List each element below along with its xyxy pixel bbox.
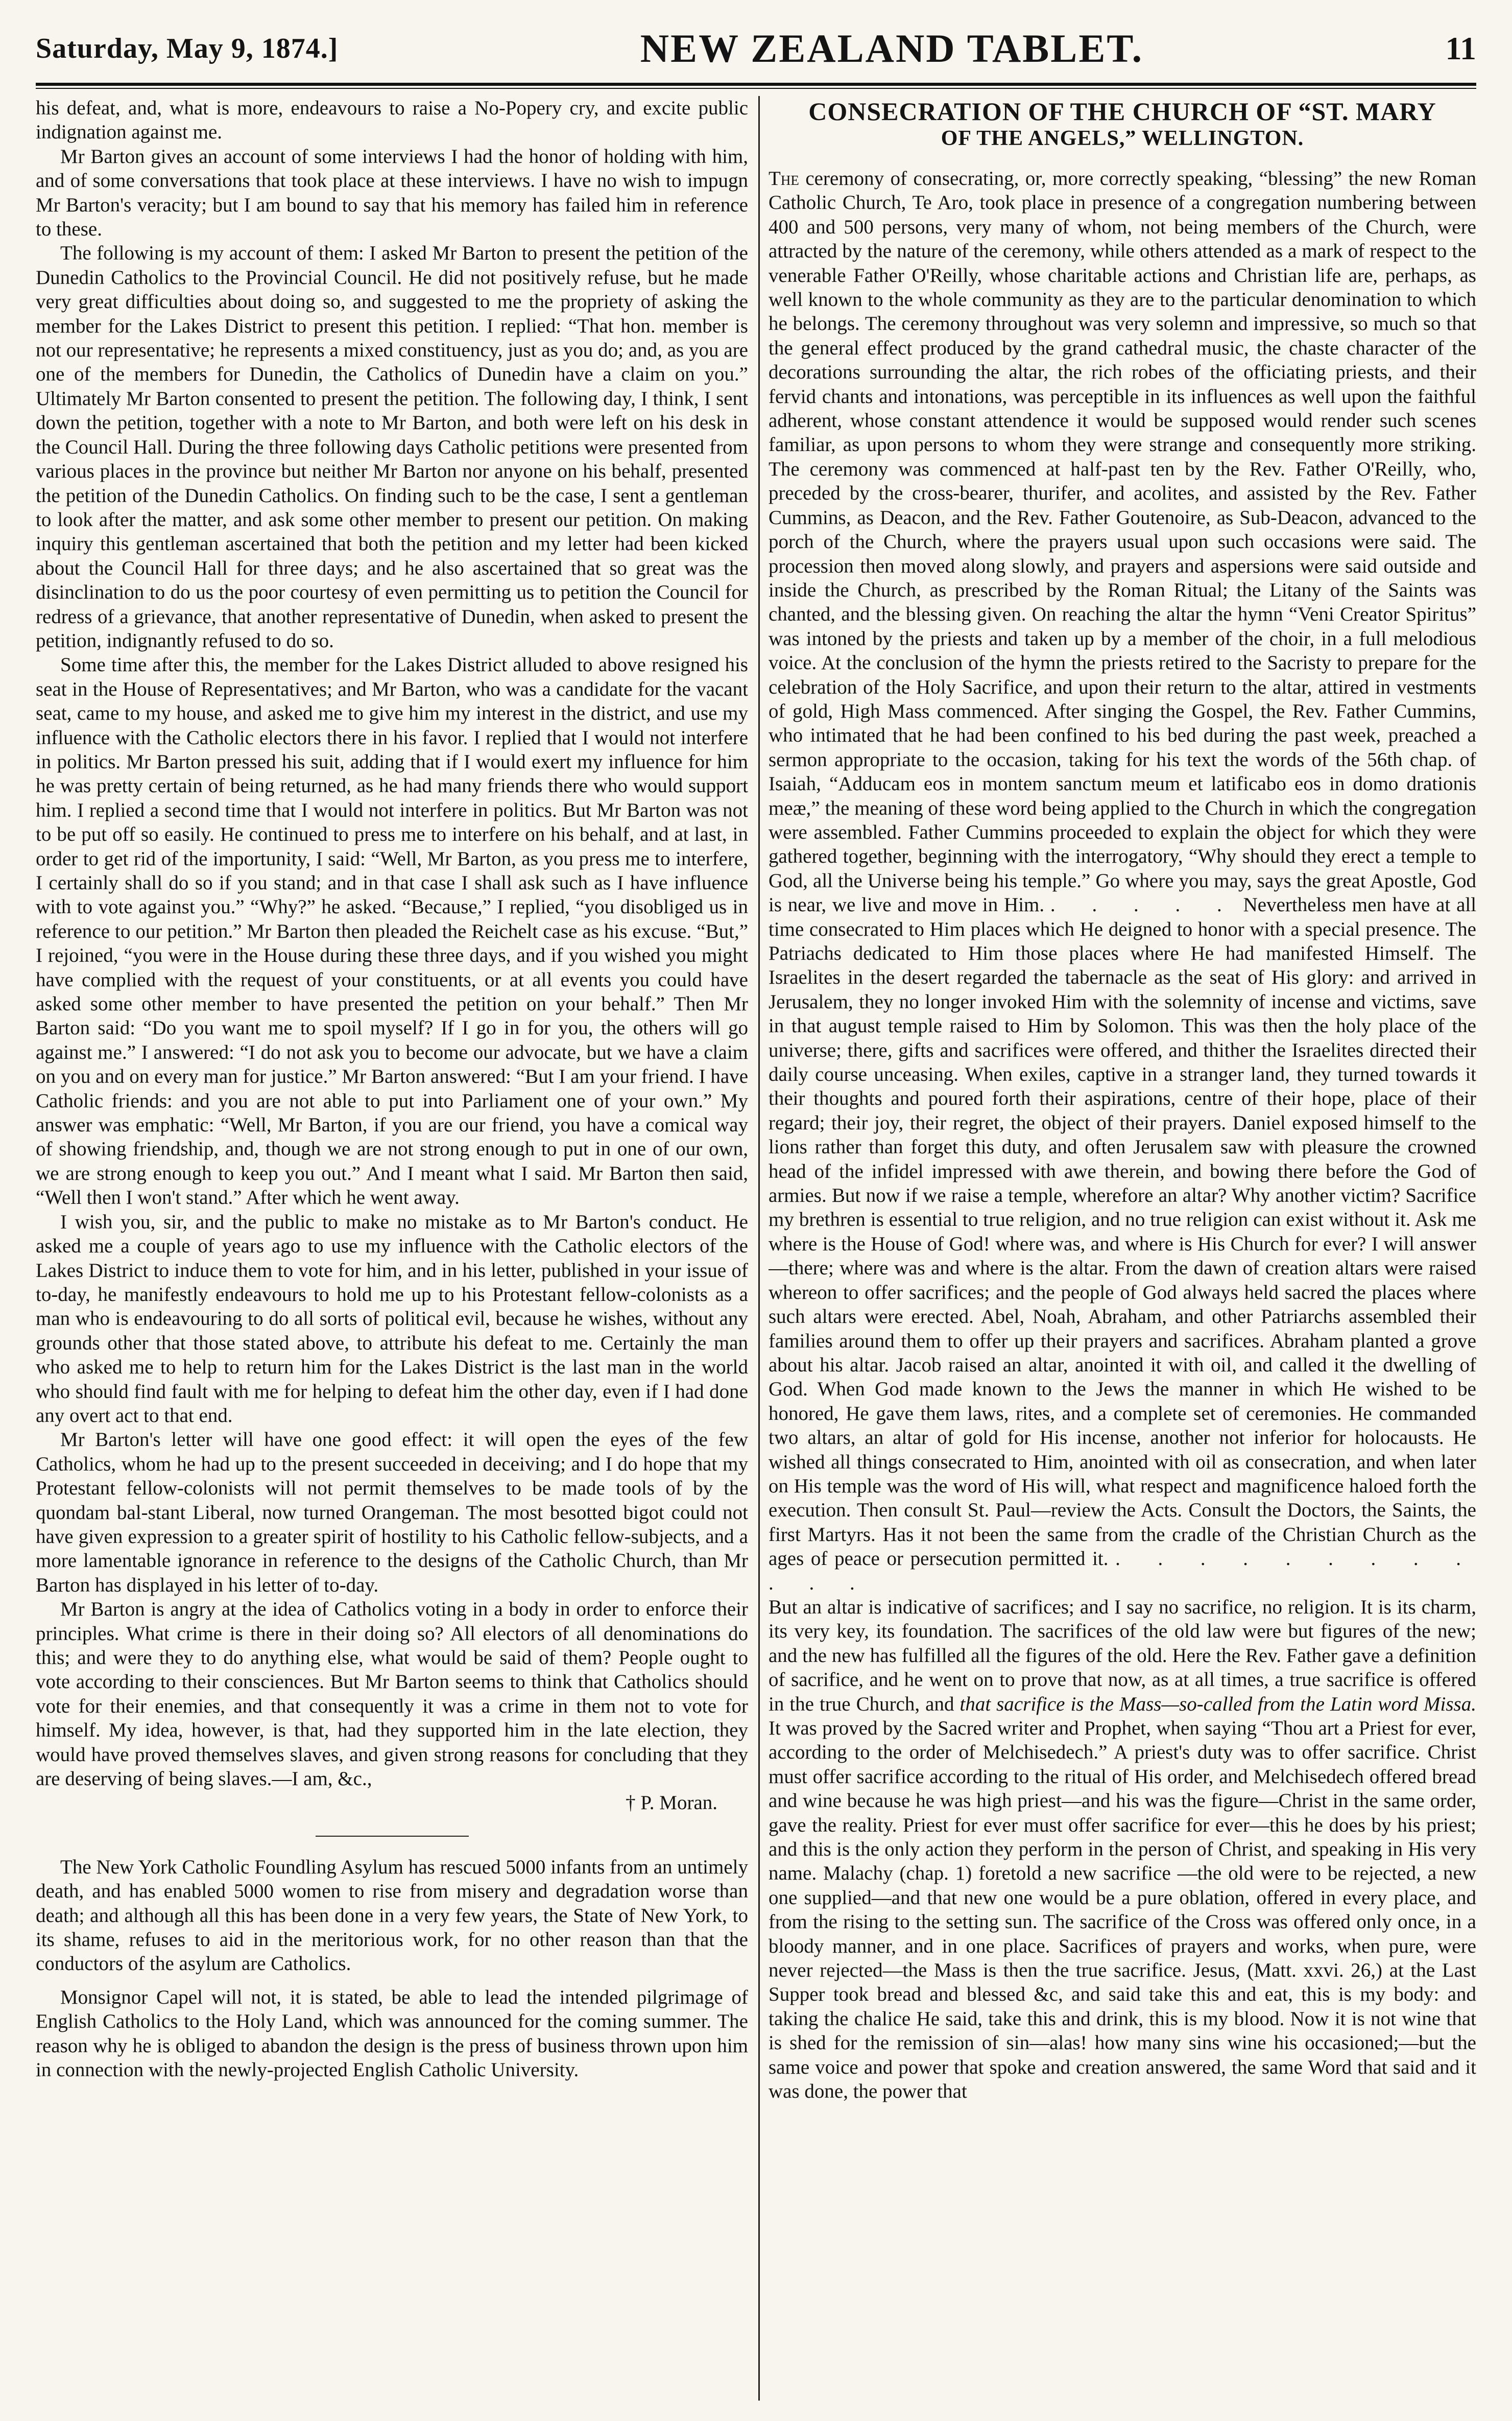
- ellipsis: . . . . . . . . . . . .: [769, 1548, 1476, 1594]
- article-paragraph: [769, 1595, 1476, 2104]
- section-divider: [316, 1836, 469, 1837]
- lead-word: The: [769, 168, 799, 189]
- article-title: CONSECRATION OF THE CHURCH OF “ST. MARY: [808, 97, 1436, 126]
- paper-title: NEW ZEALAND TABLET.: [640, 26, 1144, 70]
- letter-signature: † P. Moran.: [626, 1792, 717, 1814]
- letter-paragraph: I wish you, sir, and the public to make no mistake as to Mr Barton's conduct. He asked me a couple of years ago to use my influence with the Catholic electors of the Lakes District to induce them to vote for him, and in his letter, published in your issue of to-day, he manifestly endeavours to hold me up to his Protestant fellow-colonists as a man who is endeavouring to do all sorts of political evil, because he wishes, without any grounds other that those stated above, to attribute his defeat to me. Certainly the man who asked me to help to return him for the Lakes District is the last man in the world who should find fault with me for helping to defeat him the other day, even if I had done any overt act to that end.: [36, 1210, 748, 1427]
- masthead-rule-thin: [36, 88, 1476, 89]
- letter-paragraph: Mr Barton is angry at the idea of Catholics voting in a body in order to enforce their principles. What crime is there in their doing so? All electors of all denominations do this; and were they to do anything else, what would be said of them? People ought to vote according to their consciences. But Mr Barton seems to think that Catholics should vote for their enemies, and that consequently it was a crime in them not to vote for himself. My idea, however, is that, had they supported him in the late election, they would have proved themselves slaves, and given strong reasons for concluding that they are deserving of being slaves.—I am, &c.,: [36, 1598, 748, 1790]
- letter-paragraph: The following is my account of them: I asked Mr Barton to present the petition of the Dunedin Catholics to the Provincial Council. He did not positively refuse, but he made very great difficulties about doing so, and suggested to me the propriety of asking the member for the Lakes District to present this petition. I replied: “That hon. member is not our representative; he represents a mixed constituency, just as you do; and, as you are one of the members for Dunedin, the Catholics of Dunedin have a claim on you.” Ultimately Mr Barton consented to present the petition. The following day, I think, I sent down the petition, together with a note to Mr Barton, and both were left on his desk in the Council Hall. During the three following days Catholic petitions were presented from various places in the province but neither Mr Barton nor anyone on his behalf, presented the petition of the Dunedin Catholics. On finding such to be the case, I sent a gentleman to look after the matter, and ask some other member to present our petition. On making inquiry this gentleman ascertained that both the petition and my letter had been kicked about the Council Hall for three days; and he also ascertained that so great was the disinclination to do us the poor courtesy of even permitting us to petition the Council for redress of a grievance, that another representative of Dunedin, when asked to present the petition, indignantly refused to do so.: [36, 242, 748, 652]
- column-divider: [758, 96, 760, 2401]
- page-number: 11: [1445, 30, 1476, 66]
- article-subtitle: OF THE ANGELS,” WELLINGTON.: [941, 127, 1304, 150]
- article-text: It was proved by the Sacred writer and Prophet, when saying “Thou art a Priest for ever, according to the order of Melchisedech.” A priest's duty was to offer sacrifice. Christ must offer sacrifice according to the ritual of His order, and Melchisedech offered bread and wine because he was high priest—and his was the figure—Christ in the same order, gave the reality. Priest for ever must offer sacrifice for ever—this he does by his priest; and this is the only action they perform in the person of Christ, and speaking in His very name. Malachy (chap. 1) foretold a new sacrifice —the old were to be rejected, a new one supplied—and that new one would be a pure oblation, offered in every place, and from the rising to the setting sun. The sacrifice of the Cross was offered only once, in a bloody manner, and in one place. Sacrifices of prayers and works, when pure, were never rejected—the Mass is then the true sacrifice. Jesus, (Matt. xxvi. 26,) at the Last Supper took bread and blessed &c, and said take this and eat, this is my body: and taking the chalice He said, take this and drink, this is my blood. Now it is not wine that is shed for the remission of sin—alas! how many sins wine his occasioned;—but the same voice and power that spoke and creation answered, the same Word that said and it was done, the power that: [769, 1717, 1476, 2103]
- issue-date: Saturday, May 9, 1874.]: [36, 33, 339, 64]
- article-italic: that sacrifice is the Mass—so-called from the Latin word Missa.: [959, 1693, 1476, 1715]
- article-text: But an altar is indicative of sacrifices; and I say no sacrifice, no religion. It is its charm, its very key, its foundation. The sacrifices of the old law were but figures of the new; and the new has fulfilled all the figures of the old. Here the Rev. Father gave a definition of sacrifice, and he went on to prove that now, as at all times, a true sacrifice is offered in the true Church, and: [769, 1596, 1476, 1715]
- ellipsis: . . . . .: [1050, 894, 1237, 916]
- news-note: The New York Catholic Foundling Asylum has rescued 5000 infants from an untimely death, and has enabled 5000 women to rise from misery and degradation worse than death; and although all this has been done in a very few years, the State of New York, to its shame, refuses to aid in the meritorious work, for no other reason than that the conductors of the asylum are Catholics.: [36, 1856, 748, 1975]
- news-note: Monsignor Capel will not, it is stated, be able to lead the intended pilgrimage of English Catholics to the Holy Land, which was announced for the coming summer. The reason why he is obliged to abandon the design is the press of business thrown upon him in connection with the newly-projected English Catholic University.: [36, 1986, 748, 2081]
- letter-paragraph: his defeat, and, what is more, endeavours to raise a No-Popery cry, and excite public indignation against me.: [36, 97, 748, 144]
- letter-paragraph: Mr Barton's letter will have one good effect: it will open the eyes of the few Catholics, whom he had up to the present succeeded in deceiving; and I do hope that my Protestant fellow-colonists will not permit themselves to be made tools of by the quondam bal-stant Liberal, now turned Orangeman. The most besotted bigot could not have given expression to a greater spirit of hostility to his Catholic fellow-subjects, and a more lamentable ignorance in reference to the designs of the Catholic Church, than Mr Barton has displayed in his letter of to-day.: [36, 1429, 748, 1596]
- letter-paragraph: Some time after this, the member for the Lakes District alluded to above resigned his seat in the House of Representatives; and Mr Barton, who was a candidate for the vacant seat, came to my house, and asked me to give him my interest in the district, and use my influence with the Catholic electors there in his favor. I replied that I would not interfere in politics. Mr Barton pressed his suit, adding that if I would exert my influence for him he was pretty certain of being returned, as he had many friends there who would support him. I replied a second time that I would not interfere in politics. But Mr Barton was not to be put off so easily. He continued to press me to interfere on his behalf, and at last, in order to get rid of the importunity, I said: “Well, Mr Barton, as you press me to interfere, I certainly shall do so if you stand; and in that case I shall ask such as I have influence with to vote against you.” “Why?” he asked. “Because,” I replied, “you disobliged us in reference to our petition.” Mr Barton then pleaded the Reichelt case as his excuse. “But,” I rejoined, “you were in the House during these three days, and if you wished you might have complied with the request of your constituents, or at all events you could have asked some other member to have presented the petition on your behalf.” Then Mr Barton said: “Do you want me to spoil myself? If I go in for you, the others will go against me.” I answered: “I do not ask you to become our advocate, but we have a claim on you and on every man for justice.” Mr Barton answered: “But I am your friend. I have Catholic friends: and you are not able to put into Parliament one of your own.” My answer was emphatic: “Well, Mr Barton, if you are our friend, you have a comical way of showing friendship, and, though we are not strong enough to put in one of our own, we are strong enough to keep you out.” And I meant what I said. Mr Barton then said, “Well then I won't stand.” After which he went away.: [36, 654, 748, 1209]
- article-text: ceremony of consecrating, or, more correctly speaking, “blessing” the new Roman Catholic Church, Te Aro, took place in presence of a congregation numbering between 400 and 500 persons, very many of whom, not being members of the Church, were attracted by the nature of the ceremony, while others attended as a mark of respect to the venerable Father O'Reilly, whose charitable actions and Christian life are, perhaps, as well known to the whole community as they are to the particular denomination to which he belongs. The ceremony throughout was very solemn and impressive, so much so that the general effect produced by the grand cathedral music, the chaste character of the decorations surrounding the altar, the rich robes of the officiating priests, and their fervid chants and intonations, was perceptible in its influences as well upon the faithful adherent, whose constant attendence it would be supposed would render such scenes familiar, as upon persons to whom they were strange and consequently more striking. The ceremony was commenced at half-past ten by the Rev. Father O'Reilly, who, preceded by the cross-bearer, thurifer, and acolites, and assisted by the Rev. Father Cummins, as Deacon, and the Rev. Father Goutenoire, as Sub-Deacon, advanced to the porch of the Church, where the prayers usual upon such occasions were said. The procession then moved along slowly, and prayers and aspersions were said outside and inside the Church, as prescribed by the Roman Ritual; the Litany of the Saints was chanted, and the blessing given. On reaching the altar the hymn “Veni Creator Spiritus” was intoned by the priests and taken up by a member of the choir, in a full melodious voice. At the conclusion of the hymn the priests retired to the Sacristy to prepare for the celebration of the Holy Sacrifice, and upon their return to the altar, attired in vestments of gold, High Mass commenced. After singing the Gospel, the Rev. Father Cummins, who intimated that he had been confined to his bed during the past week, preached a sermon appropriate to the occasion, taking for his text the words of the 56th chap. of Isaiah, “Adducam eos in montem sanctum meum et latificabo eos in domo drationis meæ,” the meaning of these word being applied to the Church in which the congregation were assembled. Father Cummins proceeded to explain the object for which they were gathered together, beginning with the interrogatory, “Why should they erect a temple to God, all the Universe being his temple.” Go where you may, says the great Apostle, God is near, we live and move in Him.: [769, 168, 1476, 916]
- right-column: [769, 96, 1476, 2401]
- masthead-rule: [36, 83, 1476, 86]
- masthead: [36, 15, 1476, 82]
- letter-paragraph: Mr Barton gives an account of some interviews I had the honor of holding with him, and of some conversations that took place at these interviews. I have no wish to impugn Mr Barton's veracity; but I am bound to say that his memory has failed him in reference to these.: [36, 145, 748, 241]
- article-text: Nevertheless men have at all time consecrated to Him places which He deigned to honor with a special presence. The Patriachs dedicated to Him those places where He had manifested Himself. The Israelites in the desert regarded the tabernacle as the seat of His glory: and arrived in Jerusalem, they no longer invoked Him with the solemnity of incense and victims, save in that august temple raised to Him by Solomon. This was then the holy place of the universe; there, gifts and sacrifices were offered, and thither the Israelites directed their daily course unceasing. When exiles, captive in a stranger land, they turned towards it their thoughts and poured forth their aspirations, centre of their hope, place of their regard; their joy, their regret, the object of their prayers. Daniel exposed himself to the lions rather than forget this duty, and often Jerusalem saw with pleasure the crowned head of the infidel impressed with awe therein, and bowing there before the God of armies. But now if we raise a temple, wherefore an altar? Why another victim? Sacrifice my brethren is essential to true religion, and no true religion can exist without it. Ask me where is the House of God! where was, and where is His Church for ever? I will answer—there; where was and where is the altar. From the dawn of creation altars were raised whereon to offer sacrifices; and the people of God always held sacred the places where such altars were erected. Abel, Noah, Abraham, and other Patriarchs assembled their families around them to offer up their prayers and sacrifices. Abraham planted a grove about his altar. Jacob raised an altar, anointed it with oil, and called it the dwelling of God. When God made known to the Jews the manner in which He wished to be honored, He gave them laws, rites, and a complete set of ceremonies. He commanded two altars, an altar of gold for His incense, another not inferior for holocausts. He wished all things consecrated to Him, anointed with oil as consecration, and when later on His temple was the word of His will, what respect and magnificence haloed forth the execution. Then consult St. Paul—review the Acts. Consult the Doctors, the Saints, the first Martyrs. Has it not been the same from the cradle of the Christian Church as the ages of peace or persecution permitted it.: [769, 894, 1476, 1570]
- article-paragraph: [769, 167, 1476, 1595]
- left-column: [36, 96, 748, 2401]
